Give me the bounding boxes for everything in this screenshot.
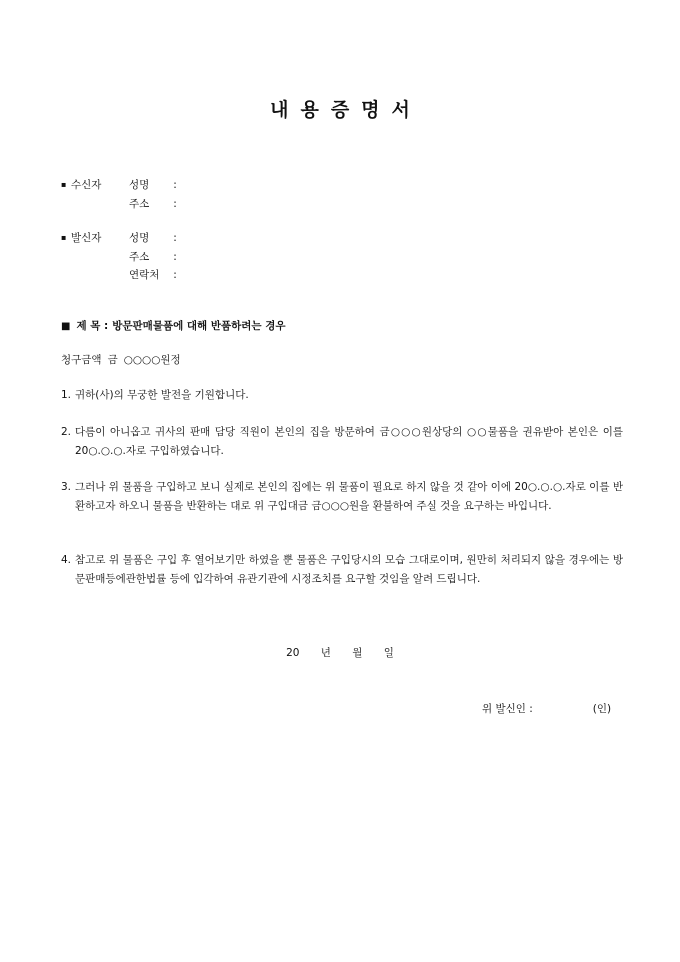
sender-contact-row — [61, 266, 179, 285]
item-number: 4. — [61, 554, 72, 566]
document-date: 20 년 월 일 — [286, 647, 394, 659]
colon: : — [173, 197, 177, 210]
colon: : — [173, 179, 177, 191]
claim-amount-line — [61, 352, 187, 367]
sender-label-wrap — [61, 229, 129, 248]
recipient-name-row — [61, 176, 179, 195]
subject-label: 제 목 : — [76, 320, 109, 332]
item-text: 그러나 위 물품을 구입하고 보니 실제로 본인의 집에는 위 물품이 필요로 하지 않을 것 같아 이에 20○.○.○.자로 이를 반환하고자 하오니 물품을 반환하는 대로 위 구입대금 금○○○원을 환불하여 주실 것을 요구하는 바입니다. — [75, 481, 623, 512]
list-item — [61, 478, 623, 516]
colon: : — [173, 250, 177, 263]
square-bullet-icon: ■ — [61, 321, 71, 332]
signature-line — [482, 701, 611, 716]
sender-contact-label: 연락처 — [129, 269, 160, 281]
claim-label: 청구금액 — [61, 354, 102, 366]
bullet-icon: ▪ — [61, 233, 67, 242]
item-number: 3. — [61, 481, 72, 493]
item-number: 1. — [61, 389, 72, 401]
sender-name-label: 성명 — [129, 232, 150, 244]
claim-prefix: 금 — [107, 354, 118, 366]
sender-address-label: 주소 — [129, 250, 150, 263]
subject-text: 방문판매물품에 대해 반품하려는 경우 — [112, 320, 286, 332]
list-item — [61, 423, 623, 461]
item-text: 다름이 아니옵고 귀사의 판매 담당 직원이 본인의 집을 방문하여 금○○○원상당의 ○○물품을 권유받아 본인은 이를 20○.○.○.자로 구입하였습니다. — [75, 426, 623, 457]
recipient-address-row — [61, 195, 179, 214]
item-text: 참고로 위 물품은 구입 후 열어보기만 하였을 뿐 물품은 구입당시의 모습 그대로이며, 원만히 처리되지 않을 경우에는 방문판매등에관한법률 등에 입각하여 유관기관에 시정조치를 요구할 것임을 알려 드립니다. — [75, 554, 623, 585]
item-number: 2. — [61, 426, 72, 438]
claim-amount: ○○○○원정 — [123, 354, 181, 366]
seal-mark: (인) — [592, 703, 612, 715]
signature-label: 위 발신인 : — [482, 703, 533, 715]
recipient-label: 수신자 — [71, 179, 102, 191]
colon: : — [173, 232, 177, 244]
sender-block — [61, 229, 179, 285]
sender-label: 발신자 — [71, 232, 102, 244]
colon: : — [173, 269, 177, 281]
recipient-label-wrap — [61, 176, 129, 195]
sender-name-row — [61, 229, 179, 248]
document-title: 내용증명서 — [270, 99, 422, 121]
subject-line — [61, 318, 286, 333]
list-item — [61, 551, 623, 589]
bullet-icon: ▪ — [61, 180, 67, 189]
recipient-block — [61, 176, 179, 213]
sender-address-row — [61, 248, 179, 267]
item-text: 귀하(사)의 무궁한 발전을 기원합니다. — [75, 389, 249, 401]
recipient-name-label: 성명 — [129, 179, 150, 191]
recipient-address-label: 주소 — [129, 197, 150, 210]
list-item — [61, 386, 623, 405]
